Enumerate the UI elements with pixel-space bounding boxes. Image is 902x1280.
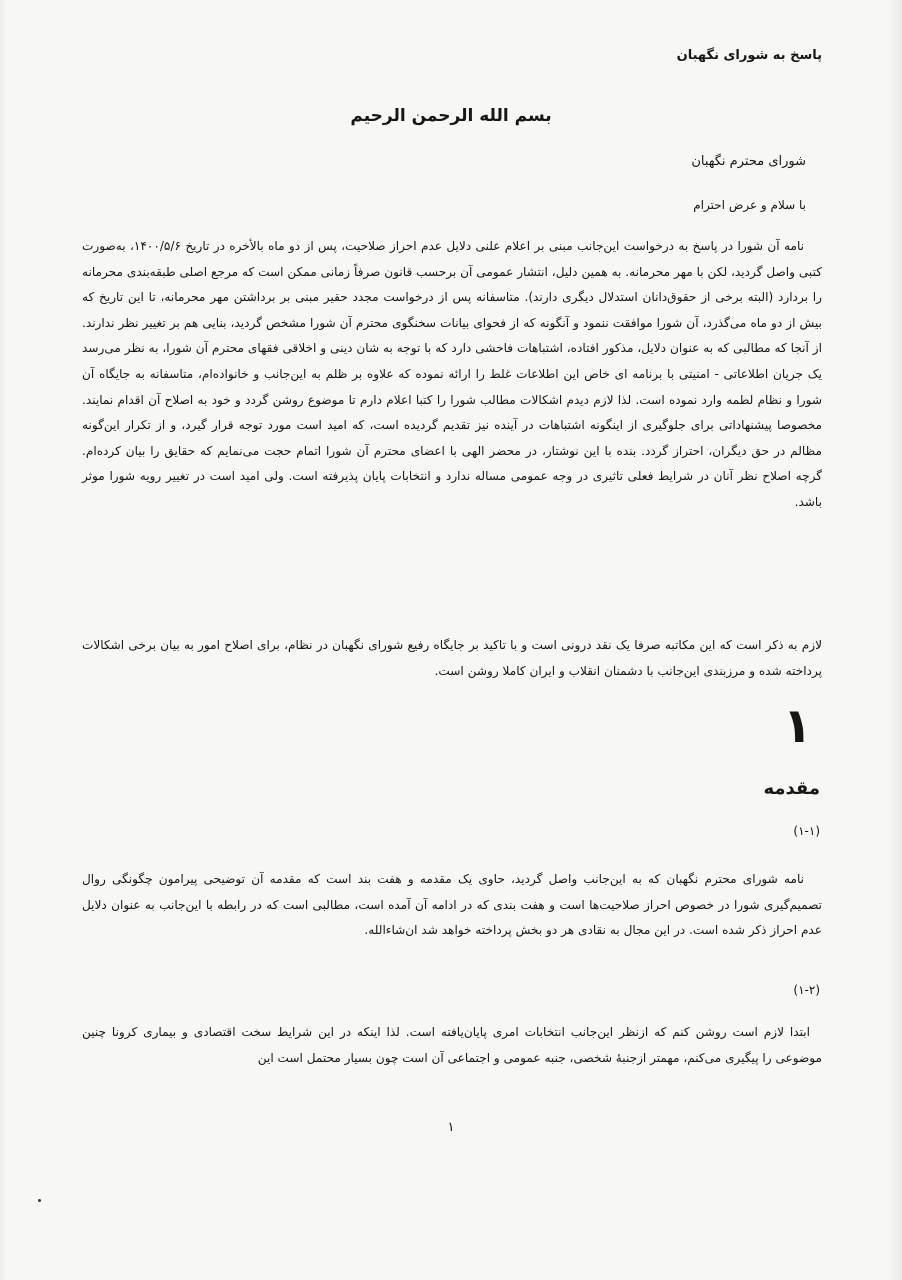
- section-number: ۱: [782, 698, 812, 754]
- section-title: مقدمه: [763, 778, 820, 799]
- document-header-title: پاسخ به شورای نگهبان: [676, 48, 822, 63]
- subsection-paragraph-1-1: نامه شورای محترم نگهبان که به این‌جانب واصل گردید، حاوی یک مقدمه و هفت بند است که مقدمه آن توضیحی پیرامون چگونگی روال تصمیم‌گیری شورا در خصوص احراز صلاحیت‌ها است و هفت بندی که در ادامه آن آمده است، مطالبی است که در رابطه با این‌جانب به عنوان دلایل عدم احراز ذکر شده است. در این مجال به نقادی هر دو بخش پرداخته خواهد شد ان‌شاءالله.: [82, 872, 822, 938]
- body-paragraph-2: لازم به ذکر است که این مکاتبه صرفا یک نقد درونی است و با تاکید بر جایگاه رفیع شورای نگهبان در نظام، برای اصلاح امور به بیان برخی اشکالات پرداخته شده و مرزبندی این‌جانب با دشمنان انقلاب و ایران کاملا روشن است.: [82, 638, 822, 678]
- subsection-paragraph-1-2: ابتدا لازم است روشن کنم که ازنظر این‌جانب انتخابات امری پایان‌یافته است. لذا اینکه در این شرایط سخت اقتصادی و بیماری کرونا چنین موضوعی را پیگیری می‌کنم، مهمتر ازجنبهٔ شخصی، جنبه عمومی و اجتماعی آن است چون بسیار محتمل است این: [82, 1025, 822, 1065]
- salutation-line: با سلام و عرض احترام: [693, 198, 806, 212]
- subsection-ref-1-2: (۱-۲): [793, 983, 820, 997]
- body-paragraph-1: نامه آن شورا در پاسخ به درخواست این‌جانب مبنی بر اعلام علنی دلایل عدم احراز صلاحیت، پس از دو ماه بالأخره در تاریخ ۱۴۰۰/۵/۶، به‌صورت کتبی واصل گردید، لکن با مهر محرمانه. به همین دلیل، انتشار عمومی آن برحسب قانون صرفاً زمانی ممکن است که مرجع اصلی طبقه‌بندی محرمانه را بردارد (البته برخی از حقوق‌دانان استدلال دیگری دارند). متاسفانه پس از درخواست مجدد حقیر مبنی بر برداشتن مهر محرمانه، تا این تاریخ که بیش از دو ماه می‌گذرد، آن شورا موافقت ننمود و آنگونه که از فحوای بیانات سخنگوی محترم آن شورا مشخص گردید، بنایی هم بر تغییر نظر ندارند. از آنجا که مطالبی که به عنوان دلایل، مذکور افتاده، اشتباهات فاحشی دارد که با توجه به شان دینی و اخلاقی فقهای محترم آن شورا، به نظر می‌رسد یک جریان اطلاعاتی - امنیتی با برنامه ای خاص این اطلاعات غلط را ارائه نموده که علاوه بر ظلم به این‌جانب و خانواده‌ام، متاسفانه به جایگاه آن شورا و نظام لطمه وارد نموده است. لذا لازم دیدم اشکالات مطالب شورا را کتبا اعلام دارم تا موضوع روشن گردد و خود به اصلاح آن اقدام نمایند. مخصوصا پیشنهاداتی برای جلوگیری از اینگونه اشتباهات در آینده نیز تقدیم گردیده است، که امید است مورد توجه قرار گیرد، و از تکرار این‌گونه مظالم در حق دیگران، احتراز گردد. بنده با این نوشتار، در محضر الهی با اعضای محترم آن شورا اتمام حجت می‌نمایم که حقایق را بیان کرده‌ام. گرچه اصلاح نظر آنان در شرایط فعلی تاثیری در وجه عمومی مساله ندارد و انتخابات پایان پذیرفته است. ولی امید است در تغییر رویه شورا موثر باشد.: [82, 239, 822, 509]
- scan-edge: [888, 0, 902, 1280]
- subsection-ref-1-1: (۱-۱): [793, 824, 820, 838]
- scan-speck: [38, 1199, 41, 1202]
- bismillah-heading: بسم الله الرحمن الرحیم: [350, 106, 552, 126]
- addressee-line: شورای محترم نگهبان: [691, 154, 806, 169]
- scan-left-shadow: [0, 0, 6, 1280]
- page-number: ۱: [447, 1120, 455, 1135]
